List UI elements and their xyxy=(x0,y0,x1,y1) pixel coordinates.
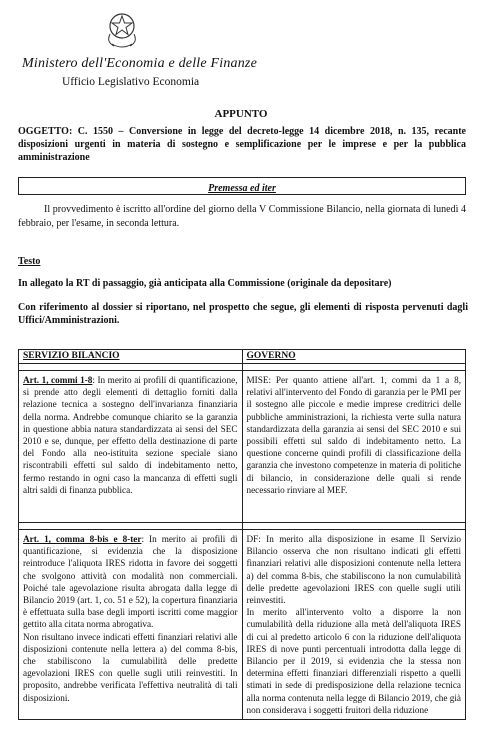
testo-heading: Testo xyxy=(18,256,41,267)
riferimento-paragraph: Con riferimento al dossier si riportano, nel prospetto che segue, gli elementi di risposta pervenuti dagli Uffici/Amministrazioni. xyxy=(18,302,468,326)
table-row xyxy=(19,371,466,523)
premessa-heading: Premessa ed iter xyxy=(208,183,276,194)
response-table xyxy=(18,349,466,720)
republic-emblem-icon xyxy=(104,6,140,50)
office-name: Ufficio Legislativo Economia xyxy=(62,76,200,88)
table-row xyxy=(19,530,466,720)
document-title: APPUNTO xyxy=(214,108,268,120)
governo-cell: DF: In merito alla disposizione in esame Il Servizio Bilancio osserva che non risultano indicati gli effetti finanziari relativi alle disposizioni contenute nella lettera a) del comma 8-bis, che stabiliscono la non cumulabilità delle predette agevolazioni IRES con quelle sugli utili reinvestiti. In merito all'intervento volto a disporre la non cumulabilità della riduzione alla metà dell'aliquota IRES di cui al predetto articolo 6 con la riduzione dell'aliquota IRES di nove punti percentuali introdotta dalla legge di Bilancio per il 2019, si evidenzia che la stessa non determina effetti finanziari differenziali rispetto a quelli stimati in sede di predisposizione della relazione tecnica alla norma contenuta nella legge di Bilancio 2019, che già non considerava i soggetti fruitori della riduzione xyxy=(242,530,466,720)
servizio-bilancio-cell: Art. 1, comma 8-bis e 8-ter: In merito ai profili di quantificazione, si evidenzia che la disposizione reintroduce l'aliquota IRES ridotta in favore dei soggetti che svolgono attività con modalità non commerciali. Poiché tale agevolazione risulta abrogata dalla legge di Bilancio 2019 (art. 1, co. 51 e 52), la copertura finanziaria è effettuata sulla base degli importi iscritti come maggior gettito alla citata norma abrogativa. Non risultano invece indicati effetti finanziari relativi alle disposizioni contenute nella lettera a) del comma 8-bis, che stabiliscono la cumulabilità delle predette agevolazioni IRES con quelle sugli utili reinvestiti. In proposito, andrebbe verificata l'effettiva neutralità di tali disposizioni. xyxy=(19,530,243,720)
column-header-governo: GOVERNO xyxy=(242,350,466,364)
servizio-bilancio-cell: Art. 1, commi 1-8: In merito ai profili di quantificazione, si prende atto degli elementi di dettaglio forniti dalla relazione tecnica a sostegno dell'invarianza finanziaria della norma. Andrebbe comunque chiarito se la garanzia in questione abbia natura standardizzata ai sensi del SEC 2010 e se, dunque, per effetto della destinazione di parte del Fondo alla neo-istituita sezione speciale siano riscontrabili effetti sul saldo di indebitamento netto, fermo restando in ogni caso la mancanza di effetti sugli altri saldi di finanza pubblica. xyxy=(19,371,243,523)
article-reference: Art. 1, commi 1-8 xyxy=(23,375,93,385)
premessa-paragraph: Il provvedimento è iscritto all'ordine del giorno della V Commissione Bilancio, nella giornata di lunedì 4 febbraio, per l'esame, in seconda lettura. xyxy=(18,204,466,229)
subject-line: OGGETTO: C. 1550 – Conversione in legge del decreto-legge 14 dicembre 2018, n. 135, recante disposizioni urgenti in materia di sostegno e semplificazione per le imprese e per la pubblica amministrazione xyxy=(18,126,466,163)
premessa-heading-box xyxy=(18,177,466,195)
table-header-row xyxy=(19,350,466,364)
governo-cell: MISE: Per quanto attiene all'art. 1, commi da 1 a 8, relativi all'intervento del Fondo di garanzia per le PMI per il sostegno alle piccole e medie imprese creditrici delle pubbliche amministrazioni, la richiesta verte sulla natura standardizzata della garanzia ai sensi del SEC 2010 e sui possibili effetti sul saldo di indebitamento netto. La questione concerne quindi profili di classificazione della garanzia che investono competenze in materia di politiche di bilancio, in considerazione delle quali si rende necessario rinviare al MEF. xyxy=(242,371,466,523)
rt-note: In allegato la RT di passaggio, già anticipata alla Commissione (originale da depositare) xyxy=(18,278,392,289)
article-reference: Art. 1, comma 8-bis e 8-ter xyxy=(23,534,142,544)
column-header-servizio-bilancio: SERVIZIO BILANCIO xyxy=(19,350,243,364)
ministry-name: Ministero dell'Economia e delle Finanze xyxy=(22,56,257,71)
